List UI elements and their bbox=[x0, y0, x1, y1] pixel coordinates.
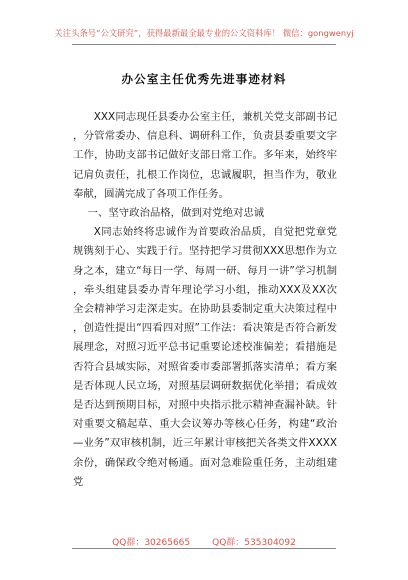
document-body bbox=[73, 108, 337, 492]
footer-qq-group-2: QQ群：535304092 bbox=[212, 538, 296, 548]
document-title: 办公室主任优秀先进事迹材料 bbox=[121, 72, 287, 86]
section-heading: 一、坚守政治品格，做到对党绝对忠诚 bbox=[87, 207, 265, 220]
footer-qq-groups bbox=[0, 535, 408, 548]
header-divider bbox=[72, 44, 336, 45]
paragraph-body: X同志始终将忠诚作为首要政治品质，自觉把党章党规镌刻于心、实践于行。坚持把学习贯彻XXX思想作为立身之本，建立“每日一学、每周一研、每月一讲”学习机制，牵头组建县委办青年理论学习小组，推动XXX及XX次全会精神学习走深走实。在协助县委制定重大决策过程中，创造性提出“四看四对照”工作法：看决策是否符合新发展理念，对照习近平总书记重要论述校准偏差；看措施是否符合县域实际，对照省委市委部署抓落实清单；看方案是否体现人民立场，对照基层调研数据优化举措；看成效是否达到预期目标，对照中央指示批示精神查漏补缺。针对重要文稿起草、重大会议筹办等核心任务，构建“政治—业务”双审核机制，近三年累计审核把关各类文件XXXX余份，确保政令绝对畅通。面对急难险重任务，主动组建党 bbox=[73, 226, 337, 488]
footer-divider bbox=[72, 548, 336, 549]
footer-qq-group-1: QQ群：30265665 bbox=[112, 538, 191, 548]
paragraph-intro: XXX同志现任县委办公室主任，兼机关党支部副书记，分管常委办、信息科、调研科工作，负责县委重要文字工作，协助支部书记做好支部日常工作。多年来，始终牢记肩负责任，扎根工作岗位，忠诚履职，担当作为，敬业奉献，圆满完成了各项工作任务。 bbox=[73, 111, 337, 200]
header-promo-note: 关注头条号“公文研究”，获得最新最全最专业的公文资料库！ 微信：gongwenyj bbox=[54, 28, 354, 38]
